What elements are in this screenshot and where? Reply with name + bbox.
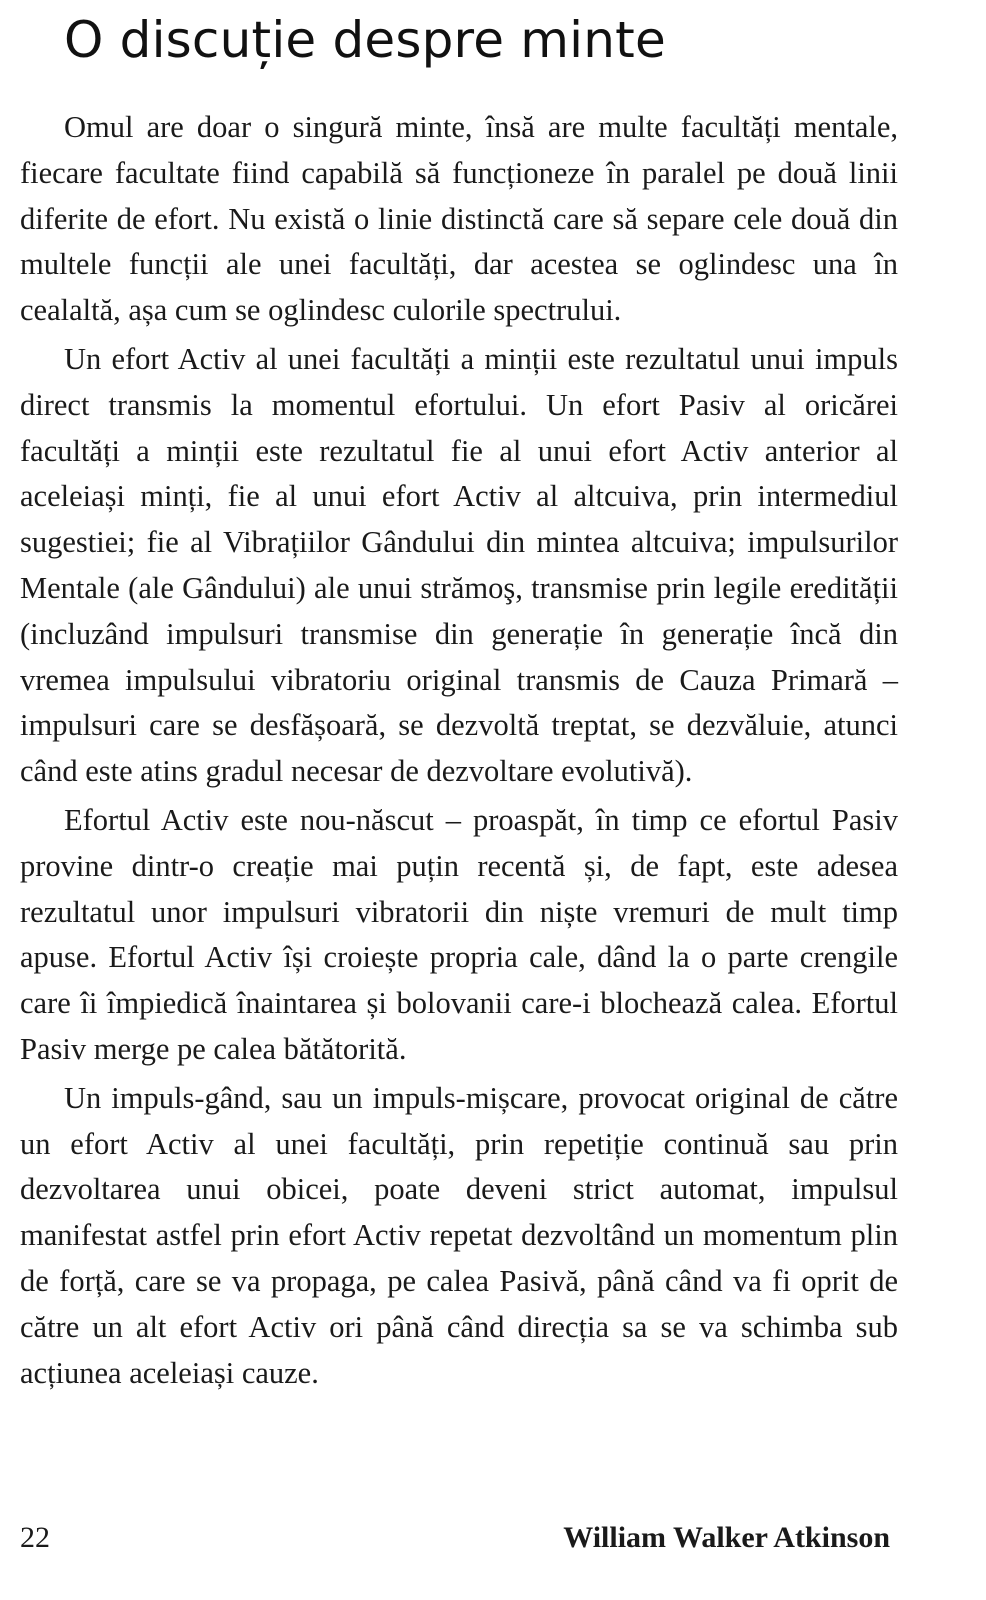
paragraph: Un impuls-gând, sau un impuls-mișcare, provocat original de către un efort Activ al unei facultăți, prin repetiție continuă sau prin dezvoltarea unui obicei, poate deveni strict automat, impulsul manifestat astfel prin efort Activ repetat dezvoltând un momentum plin de forță, care se va propaga, pe calea Pasivă, până când va fi oprit de către un alt efort Activ ori până când direcția sa se va schimba sub acțiunea aceleiași cauze. <box>20 1080 898 1390</box>
paragraph: Efortul Activ este nou-născut – proaspăt, în timp ce efortul Pasiv provine dintr-o creație mai puțin recentă și, de fapt, este adesea rezultatul unor impulsuri vibratorii din niște vremuri de mult timp apuse. Efortul Activ își croiește propria cale, dând la o parte crengile care îi împiedică înaintarea și bolovanii care-i blochează calea. Efortul Pasiv merge pe calea bătătorită. <box>20 802 898 1066</box>
body-text <box>20 105 898 1399</box>
paragraph: Omul are doar o singură minte, însă are multe facultăți mentale, fiecare facultate fiind capabilă să funcționeze în paralel pe două linii diferite de efort. Nu există o linie distinctă care să separe cele două din multele funcții ale unei facultăți, dar acestea se oglindesc una în cealaltă, așa cum se oglindesc culorile spectrului. <box>20 110 898 328</box>
chapter-title: O discuție despre minte <box>64 11 666 69</box>
page-number: 22 <box>20 1521 50 1554</box>
running-author: William Walker Atkinson <box>563 1521 890 1554</box>
page-footer <box>20 1518 890 1558</box>
paragraph: Un efort Activ al unei facultăți a minții este rezultatul unui impuls direct transmis la momentul efortului. Un efort Pasiv al oricărei facultăți a minții este rezultatul fie al unui efort Activ anterior al aceleiași minți, fie al unui efort Activ al altcuiva, prin intermediul sugestiei; fie al Vibrațiilor Gândului din mintea altcuiva; impulsurilor Mentale (ale Gândului) ale unui strămoş, transmise prin legile eredității (incluzând impulsuri transmise din generație în generație încă din vremea impulsului vibratoriu original transmis de Cauza Primară – impulsuri care se desfășoară, se dezvoltă treptat, se dezvăluie, atunci când este atins gradul necesar de dezvoltare evolutivă). <box>20 341 898 789</box>
